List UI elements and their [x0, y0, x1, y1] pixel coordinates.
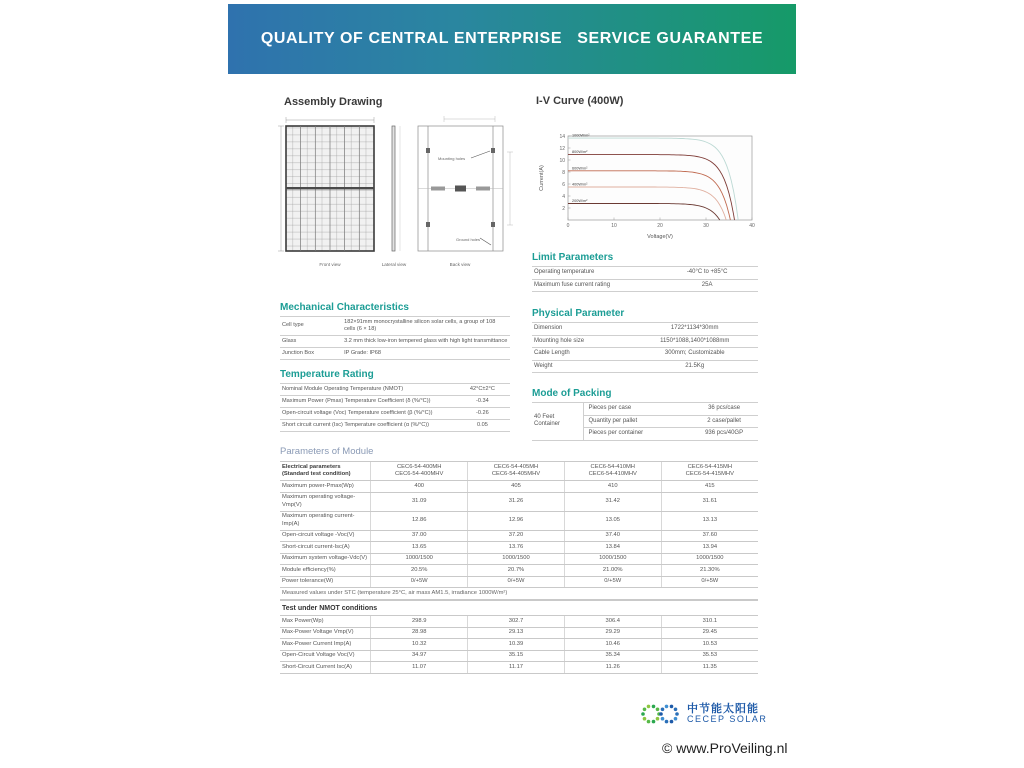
table-cell: 1000/1500 — [661, 553, 758, 565]
table-cell: Nominal Module Operating Temperature (NMOT) — [280, 384, 455, 396]
front-view-label: Front view — [319, 262, 341, 267]
dimension-line-left — [278, 126, 284, 251]
table-row — [280, 317, 510, 336]
table-cell: 10.32 — [371, 639, 468, 651]
table-cell: 0/+5W — [661, 576, 758, 588]
table-cell: Maximum Power (Pmax) Temperature Coefficient (δ (%/°C)) — [280, 395, 455, 407]
logo-chinese-text: 中节能太阳能 — [687, 703, 759, 715]
svg-text:14: 14 — [559, 133, 565, 140]
svg-text:30: 30 — [703, 223, 709, 229]
table-cell: 13.65 — [371, 542, 468, 554]
table-cell: 25A — [656, 279, 758, 292]
physical-title: Physical Parameter — [532, 308, 625, 319]
table-cell: IP Grade: IP68 — [342, 347, 510, 359]
table-cell: 306.4 — [564, 616, 661, 628]
table-cell: 31.61 — [661, 492, 758, 511]
svg-text:0: 0 — [566, 223, 570, 229]
table-row — [280, 511, 758, 530]
assembly-drawing — [278, 114, 518, 272]
column-header: CEC6-54-400MH CEC6-54-400MHV — [371, 462, 468, 481]
table-cell: 936 pcs/40GP — [690, 428, 758, 441]
table-row — [280, 407, 510, 419]
table-row — [280, 384, 510, 396]
table-cell: Max-Power Voltage Vmp(V) — [280, 627, 371, 639]
table-cell: 182×91mm monocrystalline silicon solar cells, a group of 108 cells (6 × 18) — [342, 317, 510, 336]
table-cell: 13.94 — [661, 542, 758, 554]
mechanical-table — [280, 316, 510, 360]
svg-text:1000W/m²: 1000W/m² — [572, 133, 590, 138]
svg-text:2: 2 — [562, 205, 565, 212]
stc-footnote: Measured values under STC (temperature 25°C, air mass AM1.5, irradiance 1000W/m²) — [280, 588, 758, 600]
table-row — [280, 530, 758, 542]
iv-curve-chart — [534, 122, 762, 244]
physical-table — [532, 322, 758, 373]
table-cell: Cable Length — [532, 348, 631, 361]
table-cell: 1000/1500 — [468, 553, 565, 565]
table-row — [280, 588, 758, 600]
mounting-holes-label: Mounting holes — [438, 156, 466, 161]
module-params-section — [280, 446, 758, 600]
table-cell: Short circuit current (Isc) Temperature coefficient (α (%/°C)) — [280, 419, 455, 431]
table-cell: Open-circuit voltage (Voc) Temperature coefficient (β (%/°C)) — [280, 407, 455, 419]
table-cell: 13.84 — [564, 542, 661, 554]
column-header: Electrical parameters (Standard test condition) — [280, 462, 371, 481]
svg-text:800W/m²: 800W/m² — [572, 150, 588, 155]
limit-parameters-section — [532, 252, 758, 292]
temperature-title: Temperature Rating — [280, 369, 374, 380]
table-cell: 300mm; Customizable — [631, 348, 758, 361]
table-cell: 0/+5W — [371, 576, 468, 588]
column-header: CEC6-54-415MH CEC6-54-415MHV — [661, 462, 758, 481]
dimension-line-top — [286, 117, 374, 123]
lateral-view-label: Lateral view — [381, 262, 407, 267]
svg-text:Current(A): Current(A) — [539, 165, 545, 191]
table-cell: 415 — [661, 481, 758, 493]
table-cell: 302.7 — [468, 616, 565, 628]
table-cell: 10.39 — [468, 639, 565, 651]
table-cell: 1000/1500 — [371, 553, 468, 565]
svg-text:Voltage(V): Voltage(V) — [647, 234, 673, 240]
table-cell: 29.45 — [661, 627, 758, 639]
svg-text:6: 6 — [562, 181, 565, 188]
table-cell: 21.30% — [661, 565, 758, 577]
table-cell: Max Power(Wp) — [280, 616, 371, 628]
svg-text:400W/m²: 400W/m² — [572, 182, 588, 187]
table-row — [280, 347, 510, 359]
temperature-table — [280, 383, 510, 432]
table-cell: Cell type — [280, 317, 342, 336]
svg-text:12: 12 — [559, 145, 565, 152]
svg-text:10: 10 — [559, 157, 565, 164]
table-cell: 31.09 — [371, 492, 468, 511]
table-cell: 31.42 — [564, 492, 661, 511]
table-cell: 310.1 — [661, 616, 758, 628]
nmot-section — [280, 600, 758, 674]
table-cell: 29.13 — [468, 627, 565, 639]
table-cell: 21.5Kg — [631, 360, 758, 373]
table-cell: 34.97 — [371, 650, 468, 662]
table-row — [280, 565, 758, 577]
lateral-view-drawing — [392, 126, 400, 251]
logo-text — [687, 703, 767, 725]
svg-text:200W/m²: 200W/m² — [572, 199, 588, 203]
table-cell: Operating temperature — [532, 267, 656, 280]
assembly-drawing-title: Assembly Drawing — [284, 96, 383, 108]
svg-text:10: 10 — [611, 223, 617, 229]
table-cell: Dimension — [532, 323, 631, 336]
table-cell: 298.9 — [371, 616, 468, 628]
table-row — [532, 267, 758, 280]
table-cell: 37.00 — [371, 530, 468, 542]
table-cell: 11.35 — [661, 662, 758, 674]
table-cell: Mounting hole size — [532, 335, 631, 348]
banner-title: QUALITY OF CENTRAL ENTERPRISE SERVICE GUARANTEE — [260, 30, 764, 47]
table-cell: -0.34 — [455, 395, 510, 407]
mechanical-section — [280, 302, 510, 360]
table-cell: 21.00% — [564, 565, 661, 577]
table-cell: 3.2 mm thick low-iron tempered glass with high light transmittance — [342, 335, 510, 347]
table-cell: 1000/1500 — [564, 553, 661, 565]
table-cell: 2 case/pallet — [690, 415, 758, 428]
table-cell: Maximum operating voltage-Vmp(V) — [280, 492, 371, 511]
container-cell: 40 Feet Container — [532, 403, 584, 441]
cecep-logo-icon — [640, 700, 682, 728]
table-row — [280, 650, 758, 662]
table-cell: 35.15 — [468, 650, 565, 662]
table-cell: -40°C to +85°C — [656, 267, 758, 280]
svg-text:40: 40 — [749, 223, 755, 229]
table-cell: Open-Circuit Voltage Voc(V) — [280, 650, 371, 662]
table-row — [532, 323, 758, 336]
table-cell: Maximum power-Pmax(Wp) — [280, 481, 371, 493]
table-row — [280, 492, 758, 511]
table-row — [280, 627, 758, 639]
svg-text:600W/m²: 600W/m² — [572, 166, 588, 171]
table-header-row — [280, 462, 758, 481]
table-cell: Short-circuit current-Isc(A) — [280, 542, 371, 554]
table-cell: 13.13 — [661, 511, 758, 530]
table-cell: 405 — [468, 481, 565, 493]
table-cell: 28.98 — [371, 627, 468, 639]
table-cell: Pieces per case — [584, 403, 690, 416]
table-row — [280, 662, 758, 674]
table-row — [532, 348, 758, 361]
table-cell: -0.26 — [455, 407, 510, 419]
physical-section — [532, 308, 758, 373]
table-cell: 11.17 — [468, 662, 565, 674]
svg-text:8: 8 — [562, 169, 565, 176]
table-row — [280, 419, 510, 431]
table-cell: 1150*1088,1400*1088mm — [631, 335, 758, 348]
table-cell: 37.20 — [468, 530, 565, 542]
table-row — [280, 542, 758, 554]
table-cell: 29.29 — [564, 627, 661, 639]
table-cell: 10.53 — [661, 639, 758, 651]
svg-text:4: 4 — [562, 193, 565, 200]
table-cell: Glass — [280, 335, 342, 347]
temperature-section — [280, 369, 510, 432]
table-cell: Short-Circuit Current Isc(A) — [280, 662, 371, 674]
table-row — [280, 395, 510, 407]
table-cell: Weight — [532, 360, 631, 373]
svg-text:20: 20 — [657, 223, 663, 229]
front-view-drawing — [286, 126, 374, 251]
cecep-solar-logo — [640, 700, 767, 728]
nmot-title: Test under NMOT conditions — [280, 601, 758, 616]
table-cell: 0/+5W — [564, 576, 661, 588]
limit-parameters-table — [532, 266, 758, 292]
watermark-text: © www.ProVeiling.nl — [662, 740, 788, 756]
table-cell: 11.26 — [564, 662, 661, 674]
table-cell: Pieces per container — [584, 428, 690, 441]
table-cell: 13.76 — [468, 542, 565, 554]
module-params-table — [280, 461, 758, 600]
packing-title: Mode of Packing — [532, 388, 612, 399]
table-row — [280, 553, 758, 565]
packing-table — [532, 402, 758, 441]
table-row — [532, 403, 758, 416]
table-cell: Junction Box — [280, 347, 342, 359]
table-cell: 12.96 — [468, 511, 565, 530]
table-row — [280, 616, 758, 628]
table-cell: Maximum fuse current rating — [532, 279, 656, 292]
column-header: CEC6-54-405MH CEC6-54-405MHV — [468, 462, 565, 481]
table-cell: 31.26 — [468, 492, 565, 511]
table-cell: 20.7% — [468, 565, 565, 577]
table-cell: 36 pcs/case — [690, 403, 758, 416]
table-row — [280, 576, 758, 588]
table-cell: 400 — [371, 481, 468, 493]
table-cell: Module efficiency(%) — [280, 565, 371, 577]
table-cell: 10.46 — [564, 639, 661, 651]
column-header: CEC6-54-410MH CEC6-54-410MHV — [564, 462, 661, 481]
table-row — [532, 360, 758, 373]
table-cell: Maximum operating current-Imp(A) — [280, 511, 371, 530]
iv-curve-title: I-V Curve (400W) — [536, 95, 624, 107]
table-row — [280, 639, 758, 651]
table-cell: 12.86 — [371, 511, 468, 530]
ground-holes-label: Ground holes — [456, 237, 481, 242]
table-cell: 11.07 — [371, 662, 468, 674]
table-cell: Quantity per pallet — [584, 415, 690, 428]
table-row — [280, 481, 758, 493]
header-banner — [228, 4, 796, 74]
table-cell: 37.60 — [661, 530, 758, 542]
packing-section — [532, 388, 758, 441]
table-cell: Power tolerance(W) — [280, 576, 371, 588]
table-cell: Open-circuit voltage -Voc(V) — [280, 530, 371, 542]
nmot-table — [280, 600, 758, 674]
table-cell: 0.05 — [455, 419, 510, 431]
table-cell: Max-Power Current Imp(A) — [280, 639, 371, 651]
table-cell: 37.40 — [564, 530, 661, 542]
table-cell: 35.53 — [661, 650, 758, 662]
table-cell: 20.5% — [371, 565, 468, 577]
table-cell: 410 — [564, 481, 661, 493]
back-view-drawing — [418, 116, 513, 251]
table-cell: Maximum system voltage-Vdc(V) — [280, 553, 371, 565]
table-cell: 1722*1134*30mm — [631, 323, 758, 336]
table-cell: 13.05 — [564, 511, 661, 530]
table-row — [532, 335, 758, 348]
table-row — [280, 335, 510, 347]
table-cell: 35.34 — [564, 650, 661, 662]
module-params-title: Parameters of Module — [280, 446, 374, 457]
table-cell: 42°C±2°C — [455, 384, 510, 396]
limit-parameters-title: Limit Parameters — [532, 252, 614, 263]
back-view-label: Back view — [449, 262, 471, 267]
logo-english-text: CECEP SOLAR — [687, 714, 768, 725]
table-header-row — [280, 601, 758, 616]
table-cell: 0/+5W — [468, 576, 565, 588]
mechanical-title: Mechanical Characteristics — [280, 302, 409, 313]
table-row — [532, 279, 758, 292]
